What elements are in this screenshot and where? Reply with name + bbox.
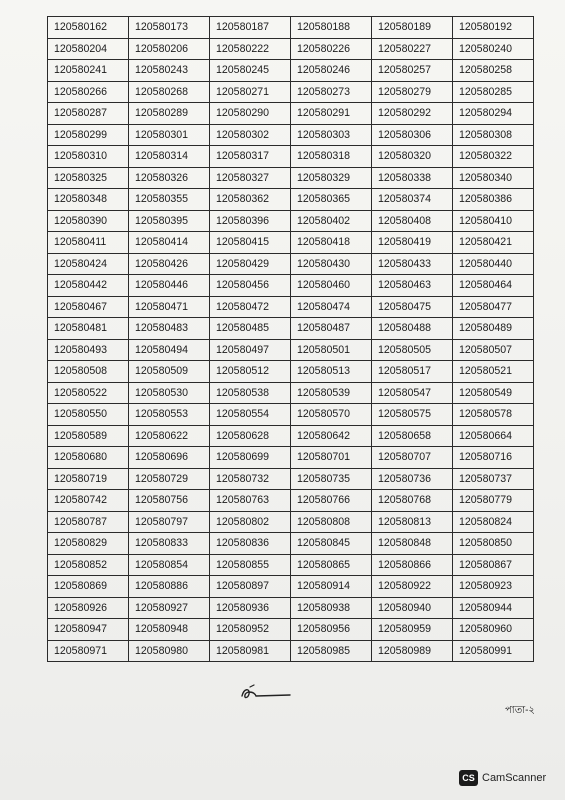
roll-number-cell: 120580411	[48, 232, 129, 254]
roll-number-cell: 120580494	[129, 339, 210, 361]
roll-number-cell: 120580508	[48, 361, 129, 383]
roll-number-cell: 120580301	[129, 124, 210, 146]
roll-number-cell: 120580426	[129, 253, 210, 275]
roll-number-cell: 120580429	[210, 253, 291, 275]
table-row	[48, 38, 534, 60]
roll-number-cell: 120580241	[48, 60, 129, 82]
roll-number-cell: 120580521	[453, 361, 534, 383]
roll-number-cell: 120580575	[372, 404, 453, 426]
roll-number-cell: 120580991	[453, 640, 534, 662]
camscanner-label: CamScanner	[482, 772, 547, 784]
roll-number-cell: 120580322	[453, 146, 534, 168]
roll-number-cell: 120580162	[48, 17, 129, 39]
table-row	[48, 468, 534, 490]
roll-number-cell: 120580493	[48, 339, 129, 361]
roll-number-cell: 120580522	[48, 382, 129, 404]
roll-number-cell: 120580488	[372, 318, 453, 340]
roll-number-cell: 120580440	[453, 253, 534, 275]
roll-number-cell: 120580329	[291, 167, 372, 189]
roll-number-cell: 120580390	[48, 210, 129, 232]
roll-number-cell: 120580294	[453, 103, 534, 125]
roll-number-cell: 120580547	[372, 382, 453, 404]
roll-number-cell: 120580980	[129, 640, 210, 662]
camscanner-logo-icon: CS	[459, 770, 478, 786]
roll-number-cell: 120580408	[372, 210, 453, 232]
roll-number-cell: 120580848	[372, 533, 453, 555]
roll-number-cell: 120580257	[372, 60, 453, 82]
roll-number-cell: 120580243	[129, 60, 210, 82]
table-row	[48, 167, 534, 189]
roll-number-cell: 120580696	[129, 447, 210, 469]
table-row	[48, 339, 534, 361]
table-row	[48, 17, 534, 39]
roll-number-cell: 120580971	[48, 640, 129, 662]
table-row	[48, 533, 534, 555]
roll-number-cell: 120580292	[372, 103, 453, 125]
roll-number-cell: 120580240	[453, 38, 534, 60]
roll-number-cell: 120580485	[210, 318, 291, 340]
roll-number-cell: 120580326	[129, 167, 210, 189]
roll-number-cell: 120580923	[453, 576, 534, 598]
roll-number-cell: 120580285	[453, 81, 534, 103]
roll-number-cell: 120580226	[291, 38, 372, 60]
roll-number-cell: 120580756	[129, 490, 210, 512]
roll-number-cell: 120580732	[210, 468, 291, 490]
roll-number-cell: 120580362	[210, 189, 291, 211]
roll-number-cell: 120580787	[48, 511, 129, 533]
roll-number-cell: 120580306	[372, 124, 453, 146]
roll-number-cell: 120580340	[453, 167, 534, 189]
table-row	[48, 146, 534, 168]
roll-number-cell: 120580701	[291, 447, 372, 469]
table-row	[48, 60, 534, 82]
roll-number-cell: 120580766	[291, 490, 372, 512]
roll-number-cell: 120580829	[48, 533, 129, 555]
roll-number-cell: 120580509	[129, 361, 210, 383]
roll-number-cell: 120580914	[291, 576, 372, 598]
table-row	[48, 361, 534, 383]
roll-number-cell: 120580570	[291, 404, 372, 426]
roll-number-cell: 120580664	[453, 425, 534, 447]
roll-number-cell: 120580852	[48, 554, 129, 576]
table-row	[48, 404, 534, 426]
roll-number-cell: 120580327	[210, 167, 291, 189]
roll-number-cell: 120580948	[129, 619, 210, 641]
roll-number-cell: 120580865	[291, 554, 372, 576]
roll-number-cell: 120580938	[291, 597, 372, 619]
roll-number-cell: 120580680	[48, 447, 129, 469]
table-row	[48, 576, 534, 598]
roll-number-cell: 120580867	[453, 554, 534, 576]
roll-number-cell: 120580487	[291, 318, 372, 340]
roll-number-cell: 120580707	[372, 447, 453, 469]
roll-number-cell: 120580507	[453, 339, 534, 361]
roll-number-cell: 120580287	[48, 103, 129, 125]
roll-number-cell: 120580188	[291, 17, 372, 39]
table-row	[48, 232, 534, 254]
roll-number-cell: 120580271	[210, 81, 291, 103]
roll-number-cell: 120580956	[291, 619, 372, 641]
table-row	[48, 210, 534, 232]
roll-number-cell: 120580310	[48, 146, 129, 168]
roll-number-cell: 120580768	[372, 490, 453, 512]
roll-number-cell: 120580410	[453, 210, 534, 232]
roll-number-cell: 120580501	[291, 339, 372, 361]
roll-number-cell: 120580303	[291, 124, 372, 146]
roll-number-cell: 120580850	[453, 533, 534, 555]
roll-number-cell: 120580808	[291, 511, 372, 533]
table-row	[48, 253, 534, 275]
roll-number-cell: 120580222	[210, 38, 291, 60]
roll-number-cell: 120580550	[48, 404, 129, 426]
roll-number-cell: 120580402	[291, 210, 372, 232]
roll-number-cell: 120580936	[210, 597, 291, 619]
roll-number-cell: 120580736	[372, 468, 453, 490]
roll-number-cell: 120580779	[453, 490, 534, 512]
roll-number-cell: 120580396	[210, 210, 291, 232]
roll-number-cell: 120580442	[48, 275, 129, 297]
table-row	[48, 619, 534, 641]
roll-number-cell: 120580833	[129, 533, 210, 555]
roll-number-cell: 120580959	[372, 619, 453, 641]
roll-number-cell: 120580960	[453, 619, 534, 641]
roll-number-cell: 120580258	[453, 60, 534, 82]
roll-number-cell: 120580365	[291, 189, 372, 211]
page-number: পাতা-২	[505, 705, 535, 716]
roll-number-cell: 120580622	[129, 425, 210, 447]
roll-number-cell: 120580729	[129, 468, 210, 490]
roll-number-cell: 120580471	[129, 296, 210, 318]
roll-number-cell: 120580797	[129, 511, 210, 533]
table-row	[48, 124, 534, 146]
roll-number-cell: 120580317	[210, 146, 291, 168]
roll-number-cell: 120580192	[453, 17, 534, 39]
roll-number-cell: 120580489	[453, 318, 534, 340]
roll-number-cell: 120580266	[48, 81, 129, 103]
table-row	[48, 382, 534, 404]
table-row	[48, 554, 534, 576]
roll-number-cell: 120580947	[48, 619, 129, 641]
roll-number-cell: 120580173	[129, 17, 210, 39]
roll-number-cell: 120580735	[291, 468, 372, 490]
roll-number-cell: 120580456	[210, 275, 291, 297]
roll-number-cell: 120580421	[453, 232, 534, 254]
roll-number-cell: 120580553	[129, 404, 210, 426]
roll-number-cell: 120580415	[210, 232, 291, 254]
roll-number-cell: 120580460	[291, 275, 372, 297]
roll-number-cell: 120580245	[210, 60, 291, 82]
signature-icon	[236, 682, 296, 706]
roll-number-cell: 120580348	[48, 189, 129, 211]
roll-number-cell: 120580549	[453, 382, 534, 404]
roll-number-cell: 120580477	[453, 296, 534, 318]
roll-number-cell: 120580538	[210, 382, 291, 404]
roll-number-cell: 120580430	[291, 253, 372, 275]
roll-number-cell: 120580414	[129, 232, 210, 254]
roll-number-cell: 120580836	[210, 533, 291, 555]
roll-number-cell: 120580642	[291, 425, 372, 447]
roll-number-cell: 120580944	[453, 597, 534, 619]
roll-number-cell: 120580483	[129, 318, 210, 340]
roll-number-cell: 120580189	[372, 17, 453, 39]
roll-number-cell: 120580374	[372, 189, 453, 211]
roll-number-cell: 120580314	[129, 146, 210, 168]
roll-number-cell: 120580866	[372, 554, 453, 576]
roll-number-cell: 120580813	[372, 511, 453, 533]
table-row	[48, 597, 534, 619]
roll-number-cell: 120580290	[210, 103, 291, 125]
roll-number-cell: 120580291	[291, 103, 372, 125]
roll-number-cell: 120580981	[210, 640, 291, 662]
roll-number-cell: 120580206	[129, 38, 210, 60]
roll-number-cell: 120580433	[372, 253, 453, 275]
roll-number-cell: 120580985	[291, 640, 372, 662]
roll-number-cell: 120580418	[291, 232, 372, 254]
roll-number-cell: 120580845	[291, 533, 372, 555]
roll-number-cell: 120580530	[129, 382, 210, 404]
camscanner-watermark	[459, 770, 546, 786]
roll-number-cell: 120580513	[291, 361, 372, 383]
roll-number-cell: 120580463	[372, 275, 453, 297]
roll-number-table-body	[48, 17, 534, 662]
roll-number-cell: 120580578	[453, 404, 534, 426]
roll-number-cell: 120580204	[48, 38, 129, 60]
roll-number-cell: 120580289	[129, 103, 210, 125]
roll-number-cell: 120580325	[48, 167, 129, 189]
roll-number-cell: 120580246	[291, 60, 372, 82]
roll-number-cell: 120580824	[453, 511, 534, 533]
roll-number-cell: 120580338	[372, 167, 453, 189]
roll-number-cell: 120580699	[210, 447, 291, 469]
table-row	[48, 296, 534, 318]
roll-number-cell: 120580869	[48, 576, 129, 598]
roll-number-cell: 120580355	[129, 189, 210, 211]
table-row	[48, 640, 534, 662]
roll-number-cell: 120580719	[48, 468, 129, 490]
roll-number-cell: 120580628	[210, 425, 291, 447]
roll-number-cell: 120580474	[291, 296, 372, 318]
roll-number-cell: 120580467	[48, 296, 129, 318]
roll-number-cell: 120580854	[129, 554, 210, 576]
roll-number-cell: 120580886	[129, 576, 210, 598]
roll-number-cell: 120580989	[372, 640, 453, 662]
roll-number-cell: 120580227	[372, 38, 453, 60]
roll-number-cell: 120580308	[453, 124, 534, 146]
table-row	[48, 103, 534, 125]
roll-number-cell: 120580589	[48, 425, 129, 447]
roll-number-cell: 120580554	[210, 404, 291, 426]
roll-number-cell: 120580927	[129, 597, 210, 619]
roll-number-cell: 120580472	[210, 296, 291, 318]
roll-number-cell: 120580320	[372, 146, 453, 168]
roll-number-cell: 120580302	[210, 124, 291, 146]
table-row	[48, 447, 534, 469]
roll-number-cell: 120580952	[210, 619, 291, 641]
roll-number-cell: 120580802	[210, 511, 291, 533]
roll-number-cell: 120580187	[210, 17, 291, 39]
roll-number-cell: 120580926	[48, 597, 129, 619]
roll-number-cell: 120580742	[48, 490, 129, 512]
roll-number-cell: 120580658	[372, 425, 453, 447]
table-row	[48, 275, 534, 297]
roll-number-cell: 120580395	[129, 210, 210, 232]
roll-number-cell: 120580517	[372, 361, 453, 383]
roll-number-cell: 120580464	[453, 275, 534, 297]
roll-number-cell: 120580279	[372, 81, 453, 103]
roll-number-cell: 120580505	[372, 339, 453, 361]
roll-number-cell: 120580475	[372, 296, 453, 318]
roll-number-cell: 120580273	[291, 81, 372, 103]
table-row	[48, 318, 534, 340]
roll-number-cell: 120580497	[210, 339, 291, 361]
table-row	[48, 511, 534, 533]
roll-number-cell: 120580940	[372, 597, 453, 619]
table-row	[48, 490, 534, 512]
roll-number-cell: 120580318	[291, 146, 372, 168]
roll-number-cell: 120580481	[48, 318, 129, 340]
roll-number-cell: 120580763	[210, 490, 291, 512]
table-row	[48, 425, 534, 447]
roll-number-cell: 120580419	[372, 232, 453, 254]
roll-number-table	[47, 16, 534, 662]
roll-number-cell: 120580539	[291, 382, 372, 404]
roll-number-cell: 120580299	[48, 124, 129, 146]
roll-number-cell: 120580855	[210, 554, 291, 576]
roll-number-cell: 120580716	[453, 447, 534, 469]
roll-number-cell: 120580737	[453, 468, 534, 490]
roll-number-cell: 120580512	[210, 361, 291, 383]
roll-number-cell: 120580424	[48, 253, 129, 275]
roll-number-cell: 120580268	[129, 81, 210, 103]
roll-number-cell: 120580922	[372, 576, 453, 598]
roll-number-cell: 120580897	[210, 576, 291, 598]
roll-number-cell: 120580386	[453, 189, 534, 211]
roll-number-cell: 120580446	[129, 275, 210, 297]
table-row	[48, 81, 534, 103]
table-row	[48, 189, 534, 211]
